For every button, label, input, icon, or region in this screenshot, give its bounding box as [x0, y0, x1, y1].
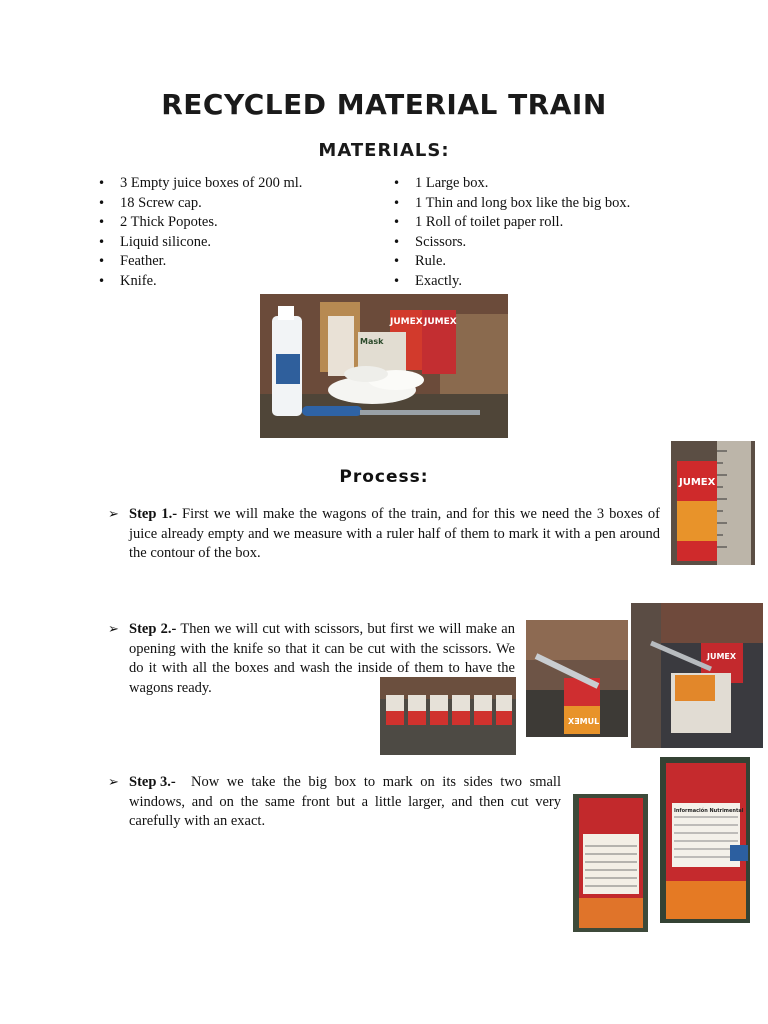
step2-photo-knife [526, 620, 628, 737]
arrow-icon: ➢ [108, 622, 119, 637]
list-item: • 1 Roll of toilet paper roll. [393, 213, 630, 233]
step2-photo-wagons [380, 677, 516, 755]
step-text: First we will make the wagons of the train, and for this we need the 3 boxes of juice already empty and we measure with a ruler half of them to mark it with a pen around the contour of the box. [129, 506, 660, 561]
step-label: Step 3.- [129, 774, 176, 790]
list-item: • 3 Empty juice boxes of 200 ml. [98, 174, 302, 194]
brand-label: JUMEX [679, 477, 716, 488]
step-text: Now we take the big box to mark on its sides two small windows, and on the same front but a little larger, and then cut very carefully with an exact. [129, 774, 561, 829]
list-item: • Rule. [393, 252, 630, 272]
step-text: Then we will cut with scissors, but first we will make an opening with the knife so that it can be cut with the scissors. We do it with all the boxes and wash the inside of them to have the wagons ready. [129, 621, 515, 696]
materials-list-right [393, 174, 630, 291]
list-item: • Liquid silicone. [98, 233, 302, 253]
process-heading: Process: [339, 467, 429, 487]
list-item: • Scissors. [393, 233, 630, 253]
step3-photo-nutrition [660, 757, 750, 923]
step2-photo-cutting [631, 603, 763, 748]
arrow-icon: ➢ [108, 507, 119, 522]
brand-label: JUMEX [424, 317, 457, 327]
list-item: • 1 Large box. [393, 174, 630, 194]
materials-photo [260, 294, 508, 438]
step-1 [108, 505, 660, 564]
box-label: Mask [360, 337, 384, 346]
list-item: • 1 Thin and long box like the big box. [393, 194, 630, 214]
materials-list-left [98, 174, 302, 291]
list-item: • 18 Screw cap. [98, 194, 302, 214]
arrow-icon: ➢ [108, 775, 119, 790]
list-item: • 2 Thick Popotes. [98, 213, 302, 233]
brand-label: XƎMUL [568, 717, 600, 726]
step-label: Step 1.- [129, 506, 178, 522]
step1-photo [671, 441, 755, 565]
materials-heading: MATERIALS: [318, 140, 450, 161]
nutrition-heading: Información Nutrimental [674, 808, 744, 814]
brand-label: JUMEX [390, 317, 423, 327]
step3-photo-box-side [573, 794, 648, 932]
page-title: RECYCLED MATERIAL TRAIN [161, 88, 607, 121]
list-item: • Knife. [98, 272, 302, 292]
list-item: • Feather. [98, 252, 302, 272]
step-label: Step 2.- [129, 621, 177, 637]
brand-label: JUMEX [707, 652, 737, 661]
list-item: • Exactly. [393, 272, 630, 292]
